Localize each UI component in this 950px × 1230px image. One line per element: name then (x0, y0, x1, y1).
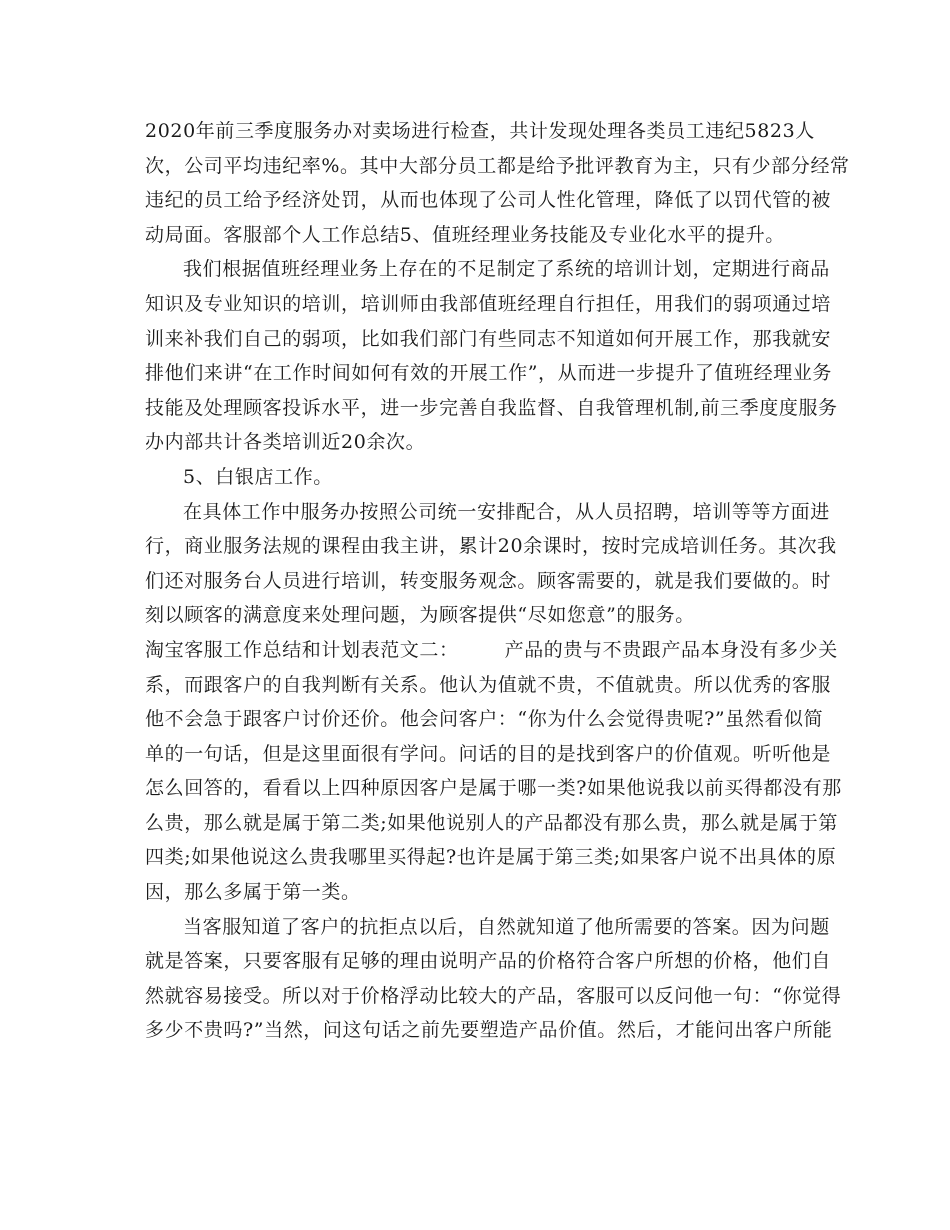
text-line: 我们根据值班经理业务上存在的不足制定了系统的培训计划，定期进行商品 (183, 258, 830, 281)
text-line: 动局面。客服部个人工作总结5、值班经理业务技能及专业化水平的提升。 (145, 223, 785, 246)
section-heading: 淘宝客服工作总结和计划表范文二： (145, 638, 459, 661)
text-line: 5、白银店工作。 (183, 465, 333, 488)
text-line: 当客服知道了客户的抗拒点以后，自然就知道了他所需要的答案。因为问题 (183, 915, 830, 938)
text-line: 训来补我们自己的弱项，比如我们部门有些同志不知道如何开展工作，那我就安 (145, 327, 832, 350)
text-line: 次，公司平均违纪率%。其中大部分员工都是给予批评教育为主，只有少部分经常 (145, 154, 850, 177)
text-line: 么贵，那么就是属于第二类;如果他说别人的产品都没有那么贵，那么就是属于第 (145, 811, 839, 834)
text-line: 行，商业服务法规的课程由我主讲，累计20余课时，按时完成培训任务。其次我 (145, 535, 837, 558)
text-line: 多少不贵吗?”当然，问这句话之前先要塑造产品价值。然后，才能问出客户所能 (145, 1019, 833, 1042)
text-line: 四类;如果他说这么贵我哪里买得起?也许是属于第三类;如果客户说不出具体的原 (145, 846, 837, 869)
text-line: 怎么回答的，看看以上四种原因客户是属于哪一类?如果他说我以前买得都没有那 (145, 777, 842, 800)
section-heading-line (145, 633, 838, 668)
text-line: 就是答案，只要客服有足够的理由说明产品的价格符合客户所想的价格，他们自 (145, 950, 832, 973)
text-line: 在具体工作中服务办按照公司统一安排配合，从人员招聘，培训等等方面进 (183, 500, 830, 523)
text-line: 2020年前三季度服务办对卖场进行检查，共计发现处理各类员工违纪5823人 (145, 120, 815, 142)
text-line: 然就容易接受。所以对于价格浮动比较大的产品，客服可以反问他一句：“你觉得 (145, 984, 842, 1007)
text-line: 办内部共计各类培训近20余次。 (145, 431, 426, 454)
text-line: 他不会急于跟客户讨价还价。他会问客户：“你为什么会觉得贵呢?”虽然看似简 (145, 708, 824, 731)
text-line: 单的一句话，但是这里面很有学问。问话的目的是找到客户的价值观。听听他是 (145, 742, 832, 765)
text-line: 因，那么多属于第一类。 (145, 881, 361, 904)
text-line: 刻以顾客的满意度来处理问题，为顾客提供“尽如您意”的服务。 (145, 604, 695, 627)
text-line: 们还对服务台人员进行培训，转变服务观念。顾客需要的，就是我们要做的。时 (145, 569, 832, 592)
text-line: 违纪的员工给予经济处罚，从而也体现了公司人性化管理，降低了以罚代管的被 (145, 189, 832, 212)
text-line: 排他们来讲“在工作时间如何有效的开展工作”，从而进一步提升了值班经理业务 (145, 362, 833, 385)
document-body (145, 114, 850, 1048)
text-line: 系，而跟客户的自我判断有关系。他认为值就不贵，不值就贵。所以优秀的客服 (145, 673, 832, 696)
section-first-text: 产品的贵与不贵跟产品本身没有多少关 (504, 638, 838, 661)
text-line: 知识及专业知识的培训，培训师由我部值班经理自行担任，用我们的弱项通过培 (145, 292, 832, 315)
text-line: 技能及处理顾客投诉水平，进一步完善自我监督、自我管理机制,前三季度度服务 (145, 396, 838, 419)
